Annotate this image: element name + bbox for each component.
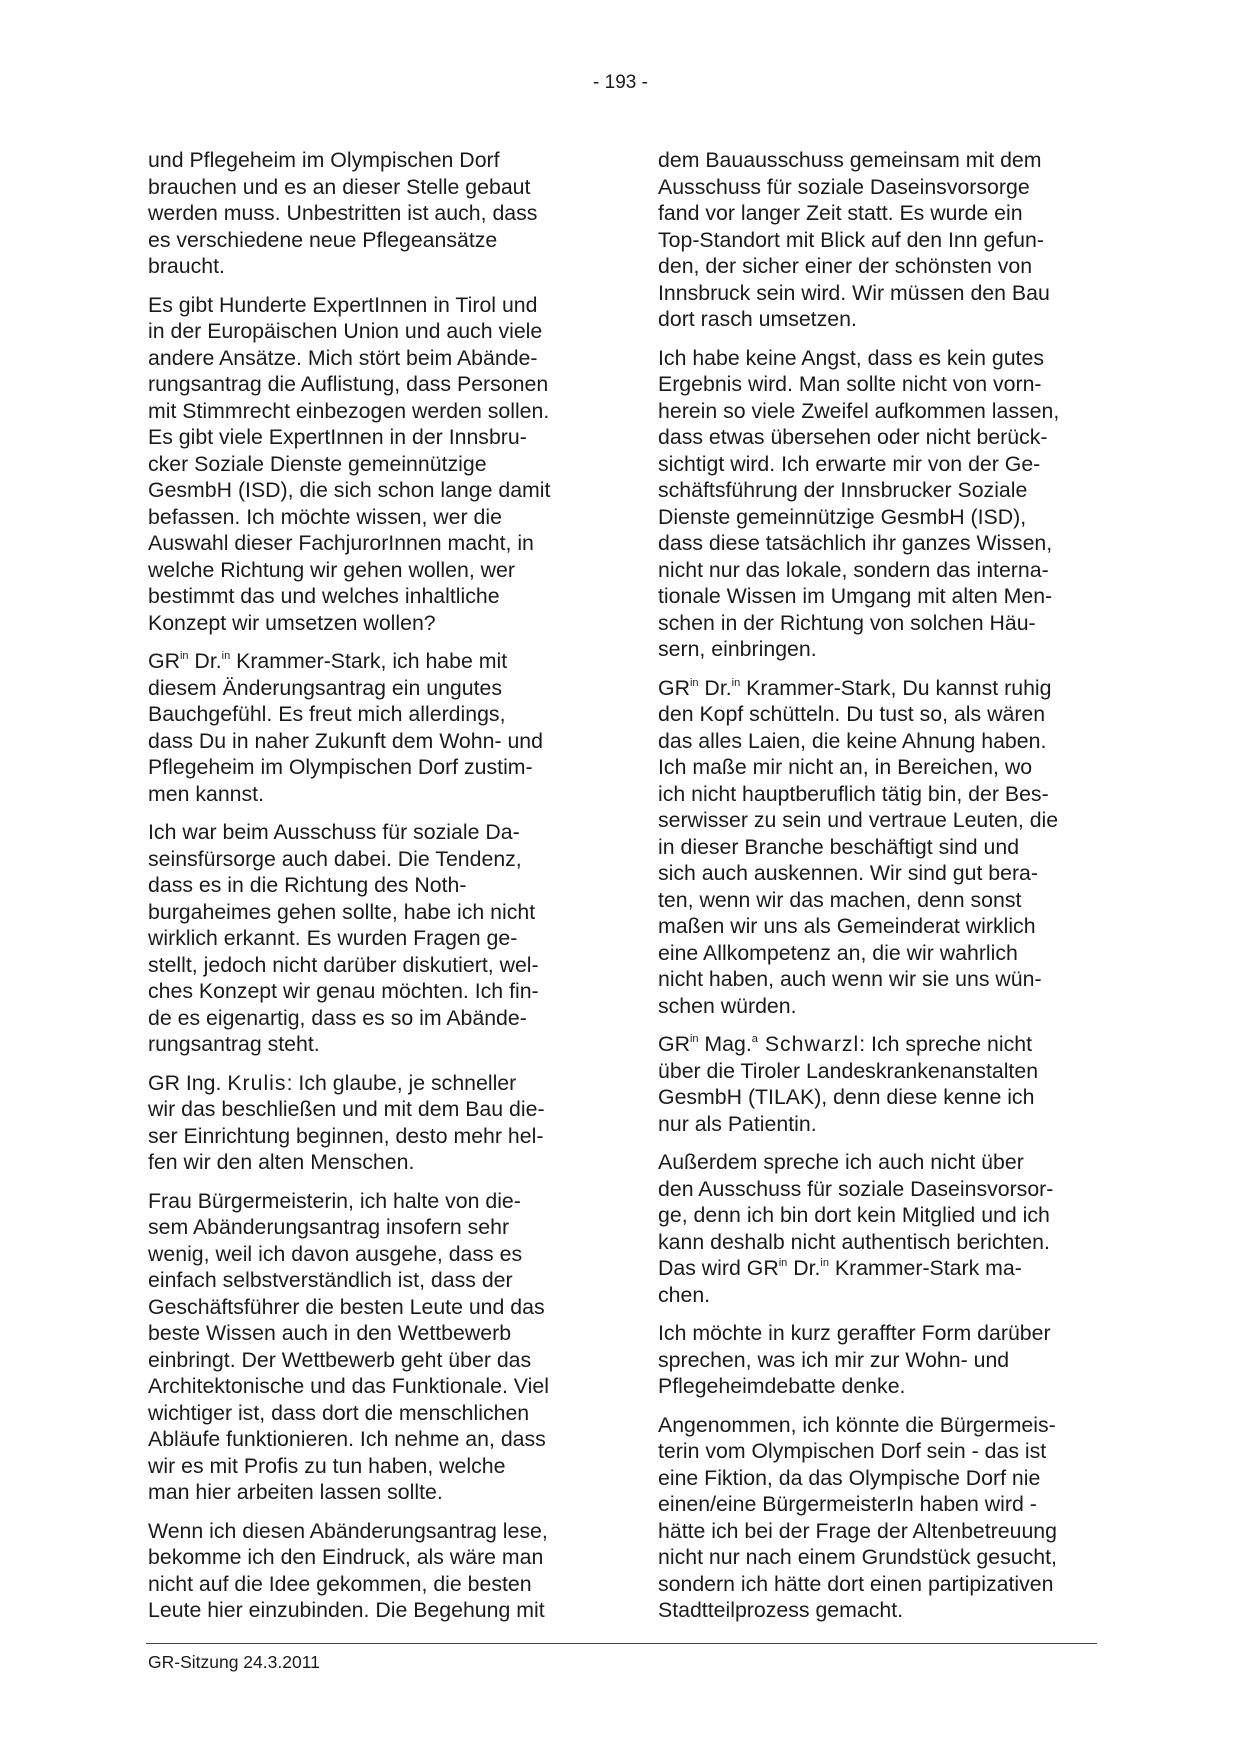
superscript: a bbox=[751, 1033, 758, 1045]
superscript: in bbox=[820, 1257, 829, 1269]
paragraph-text: Krammer-Stark, Du kannst ruhig den Kopf schütteln. Du tust so, als wären das alles Laien, die keine Ahnung haben. Ich maße mir nicht an, in Bereichen, wo ich nicht hauptberuflich tätig bin, der Bes- serwisser zu sein und vertraue Leuten, die in dieser Branche beschäftigt sind und sich auch auskennen. Wir sind gut bera- ten, wenn wir das machen, denn sonst maßen wir uns als Gemeinderat wirklich eine Allkompetenz an, die wir wahrlich nicht haben, auch wenn wir sie uns wün- schen würden. bbox=[658, 675, 1059, 1018]
superscript: in bbox=[179, 650, 189, 662]
speaker-name: Krulis bbox=[227, 1070, 287, 1095]
paragraph: dem Bauausschuss gemeinsam mit dem Ausschuss für soziale Daseinsvorsorge fand vor langer Zeit statt. Es wurde ein Top-Standort mit Blick auf den Inn gefun- den, der sicher einer der schönsten von Innsbruck sein wird. Wir müssen den Bau dort rasch umsetzen. bbox=[658, 148, 1050, 331]
superscript: in bbox=[689, 1033, 699, 1045]
speaker-title: GR bbox=[746, 1256, 779, 1280]
right-column bbox=[658, 147, 1118, 1636]
paragraph: Frau Bürgermeisterin, ich halte von die- sem Abänderungsantrag insofern sehr wenig, weil ich davon ausgehe, dass es einfach selbstverständlich ist, dass der Geschäftsführer die besten Leute und das beste Wissen auch in den Wettbewerb einbringt. Der Wettbewerb geht über das Architektonische und das Funktionale. Viel wichtiger ist, dass dort die menschlichen Abläufe funktionieren. Ich nehme an, dass wir es mit Profis zu tun haben, welche man hier arbeiten lassen sollte. bbox=[148, 1188, 549, 1504]
paragraph: Es gibt Hunderte ExpertInnen in Tirol und in der Europäischen Union und auch viele andere Ansätze. Mich stört beim Abände- rungsantrag die Auflistung, dass Personen mit Stimmrecht einbezogen werden sollen. Es gibt viele ExpertInnen in der Innsbru- cker Soziale Dienste gemeinnützige GesmbH (ISD), die sich schon lange damit befassen. Ich möchte wissen, wer die Auswahl dieser FachjurorInnen macht, in welche Richtung wir gehen wollen, wer bestimmt das und welches inhaltliche Konzept wir umsetzen wollen? bbox=[148, 292, 551, 635]
superscript: in bbox=[221, 650, 231, 662]
speaker-title: Dr. bbox=[787, 1256, 821, 1280]
speaker-title: Dr. bbox=[188, 649, 222, 673]
speaker-title: GR Ing. bbox=[148, 1070, 228, 1095]
paragraph: und Pflegeheim im Olympischen Dorf brauchen und es an dieser Stelle gebaut werden muss. Unbestritten ist auch, dass es verschiedene neue Pflegeansätze braucht. bbox=[148, 148, 538, 278]
paragraph: Angenommen, ich könnte die Bürgermeis- terin vom Olympischen Dorf sein - das ist eine Fiktion, da das Olympische Dorf nie einen/eine BürgermeisterIn haben wird - hätte ich bei der Frage der Altenbetreuung nicht nur nach einem Grundstück gesucht, sondern ich hätte dort einen partipizativen Stadtteilprozess gemacht. bbox=[658, 1412, 1057, 1622]
speaker-title: GR bbox=[658, 1032, 690, 1056]
speaker-title: Mag. bbox=[698, 1032, 752, 1056]
page-number: - 193 - bbox=[593, 72, 648, 93]
paragraph-text: Außerdem spreche ich auch nicht über den Ausschuss für soziale Daseinsvorsor- ge, denn ich bin dort kein Mitglied und ich kann deshalb nicht authentisch berichten. Das wird bbox=[658, 1150, 1054, 1280]
paragraph bbox=[148, 648, 608, 807]
superscript: in bbox=[778, 1257, 788, 1269]
paragraph: Ich möchte in kurz geraffter Form darüber sprechen, was ich mir zur Wohn- und Pflegeheimdebatte denke. bbox=[658, 1321, 1051, 1398]
speaker-title: GR bbox=[658, 675, 690, 700]
paragraph-text: : Ich glaube, je schneller wir das beschließen und mit dem Bau die- ser Einrichtung beginnen, desto mehr hel- fen wir den alten Menschen. bbox=[148, 1070, 545, 1174]
paragraph: Wenn ich diesen Abänderungsantrag lese, bekomme ich den Eindruck, als wäre man nicht auf die Idee gekommen, die besten Leute hier einzubinden. Die Begehung mit bbox=[148, 1518, 548, 1622]
footer-divider bbox=[146, 1643, 1097, 1644]
paragraph-text: Krammer-Stark ma- chen. bbox=[658, 1256, 1022, 1307]
speaker-title: GR bbox=[148, 649, 180, 673]
paragraph bbox=[658, 1149, 1118, 1308]
paragraph-text: Krammer-Stark, ich habe mit diesem Änderungsantrag ein ungutes Bauchgefühl. Es freut mich allerdings, dass Du in naher Zukunft dem Wohn- und Pflegeheim im Olympischen Dorf zustim- men kannst. bbox=[148, 649, 544, 806]
paragraph bbox=[148, 1070, 608, 1176]
superscript: in bbox=[731, 676, 741, 689]
paragraph: Ich war beim Ausschuss für soziale Da- seinsfürsorge auch dabei. Die Tendenz, dass es in die Richtung des Noth- burgaheimes gehen sollte, habe ich nicht wirklich erkannt. Es wurden Fragen ge- stellt, jedoch nicht darüber diskutiert, wel- ches Konzept wir genau möchten. Ich fin- de es eigenartig, dass es so im Abände- rungsantrag steht. bbox=[148, 820, 539, 1056]
paragraph: Ich habe keine Angst, dass es kein gutes Ergebnis wird. Man sollte nicht von vorn- herein so viele Zweifel aufkommen lassen, dass etwas übersehen oder nicht berück- sichtigt wird. Ich erwarte mir von der Ge- schäftsführung der Innsbrucker Soziale Dienste gemeinnützige GesmbH (ISD), dass diese tatsächlich ihr ganzes Wissen, nicht nur das lokale, sondern das interna- tionale Wissen im Umgang mit alten Men- schen in der Richtung von solchen Häu- sern, einbringen. bbox=[658, 345, 1060, 661]
speaker-title: Dr. bbox=[698, 675, 732, 700]
paragraph bbox=[658, 675, 1118, 1020]
paragraph bbox=[658, 1031, 1118, 1137]
left-column bbox=[148, 147, 608, 1636]
speaker-name: Schwarzl bbox=[757, 1032, 860, 1056]
paragraph-text: : Ich spreche nicht über die Tiroler Landeskrankenanstalten GesmbH (TILAK), denn diese kenne ich nur als Patientin. bbox=[658, 1032, 1039, 1136]
superscript: in bbox=[689, 676, 699, 689]
footer-session-date: GR-Sitzung 24.3.2011 bbox=[148, 1652, 320, 1672]
